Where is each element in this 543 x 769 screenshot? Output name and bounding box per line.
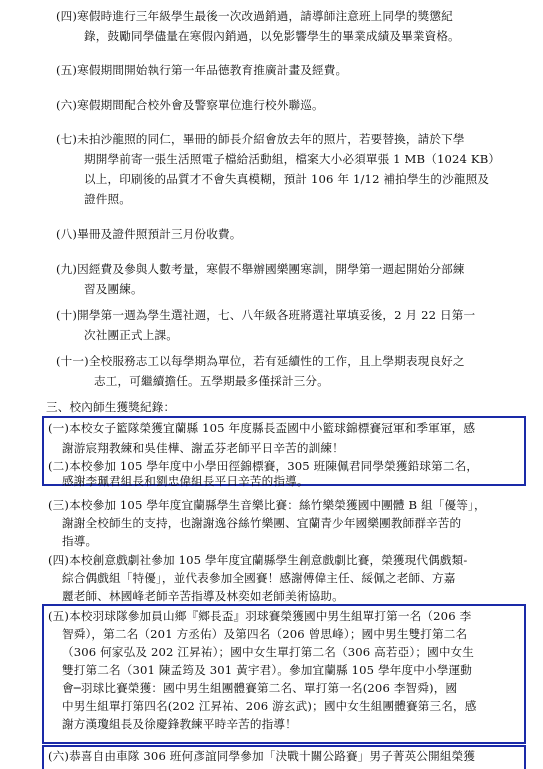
award-four-line-3: 麗老師、林國峰老師辛苦指導及林奕如老師美術協助。 (62, 589, 344, 603)
item-eight-line-1: (八)畢冊及證件照預計三月份收費。 (56, 227, 242, 241)
award-five-line-2: 智舜），第二名（201 方丞佑）及第四名（206 曾思峰）；國中男生雙打第二名 (62, 627, 468, 641)
award-two-line-2: 感謝李珮君組長和劉忠偉組長平日辛苦的指導。 (62, 474, 309, 488)
item-seven-line-2: 期開學前寄一張生活照電子檔給活動組，檔案大小必須單張 1 MB（1024 KB） (84, 152, 501, 166)
item-four-line-1: (四)寒假時進行三年級學生最後一次改過銷過，請導師注意班上同學的獎懲紀 (56, 9, 453, 23)
award-five-line-4: 雙打第二名（301 陳孟筠及 301 黃宇君）。參加宜蘭縣 105 學年度中小學運動 (62, 663, 472, 677)
item-six-line-1: (六)寒假期間配合校外會及警察單位進行校外聯巡。 (56, 98, 324, 112)
award-two-line-1: (二)本校參加 105 學年度中小學田徑錦標賽，305 班陳佩君同學榮獲鉛球第二名， (48, 459, 479, 473)
award-one-line-1: (一)本校女子籃隊榮獲宜蘭縣 105 年度縣長盃國中小籃球錦標賽冠軍和季軍軍，感 (48, 421, 476, 435)
item-seven-line-3: 以上，印刷後的品質才不會失真模糊，預計 106 年 1/12 補拍學生的沙龍照及 (84, 172, 490, 186)
award-one-line-2: 謝游宸翔教練和吳佳樺、謝孟芬老師平日辛苦的訓練！ (62, 441, 344, 455)
item-eleven-line-2: 志工，可繼續擔任。五學期最多僅採計三分。 (94, 374, 329, 388)
item-eleven-line-1: (十一)全校服務志工以每學期為單位，若有延續性的工作，且上學期表現良好之 (56, 354, 465, 368)
award-four-line-1: (四)本校創意戲劇社參加 105 學年度宜蘭縣學生創意戲劇比賽，榮獲現代偶戲類- (48, 553, 468, 567)
section-title: 三、校內師生獲獎紀錄： (46, 400, 176, 414)
award-three-line-3: 指導。 (62, 534, 98, 548)
item-nine-line-2: 習及團練。 (84, 282, 143, 296)
award-three-line-2: 謝謝全校師生的支持，也謝謝逸谷絲竹樂團、宜蘭青少年國樂團教師群辛苦的 (62, 516, 462, 530)
award-four-line-2: 綜合偶戲組「特優」，並代表參加全國賽！感謝傅偉主任、綏佩之老師、方嘉 (62, 571, 456, 585)
award-five-line-5: 會─羽球比賽榮獲：國中男生組團體賽第二名、單打第一名(206 李智舜)，國 (62, 681, 458, 695)
award-five-line-6: 中男生組單打第四名(202 江昇祐、206 游玄武)；國中女生組團體賽第三名，感 (62, 699, 477, 713)
award-five-line-3: （306 何家弘及 202 江昇祐）；國中女生單打第二名（306 高若亞）；國中女生 (62, 645, 475, 659)
item-nine-line-1: (九)因經費及參與人數考量，寒假不舉辦國樂團寒訓，開學第一週起開始分部練 (56, 262, 465, 276)
award-six-line-1: (六)恭喜自由車隊 306 班何彥誼同學參加「決戰十關公路賽」男子菁英公開組榮獲 (48, 749, 476, 763)
item-seven-line-4: 證件照。 (84, 192, 131, 206)
item-ten-line-2: 次社團正式上課。 (84, 328, 178, 342)
item-seven-line-1: (七)未拍沙龍照的同仁，畢冊的師長介紹會放去年的照片，若要替換，請於下學 (56, 132, 465, 146)
award-three-line-1: (三)本校參加 105 學年度宜蘭縣學生音樂比賽：絲竹樂榮獲國中團體 B 組「優等」， (48, 498, 486, 512)
award-five-line-7: 謝方漢瓊組長及徐慶鋒教練平時辛苦的指導！ (62, 717, 297, 731)
item-five-line-1: (五)寒假期間開始執行第一年品德教育推廣計畫及經費。 (56, 63, 348, 77)
award-five-line-1: (五)本校羽球隊參加員山鄉『鄉長盃』羽球賽榮獲國中男生組單打第一名（206 李 (48, 609, 472, 623)
item-ten-line-1: (十)開學第一週為學生選社週，七、八年級各班將選社單填妥後，2 月 22 日第一 (56, 308, 476, 322)
item-four-line-2: 錄，鼓勵同學儘量在寒假內銷過，以免影響學生的畢業成績及畢業資格。 (84, 29, 460, 43)
